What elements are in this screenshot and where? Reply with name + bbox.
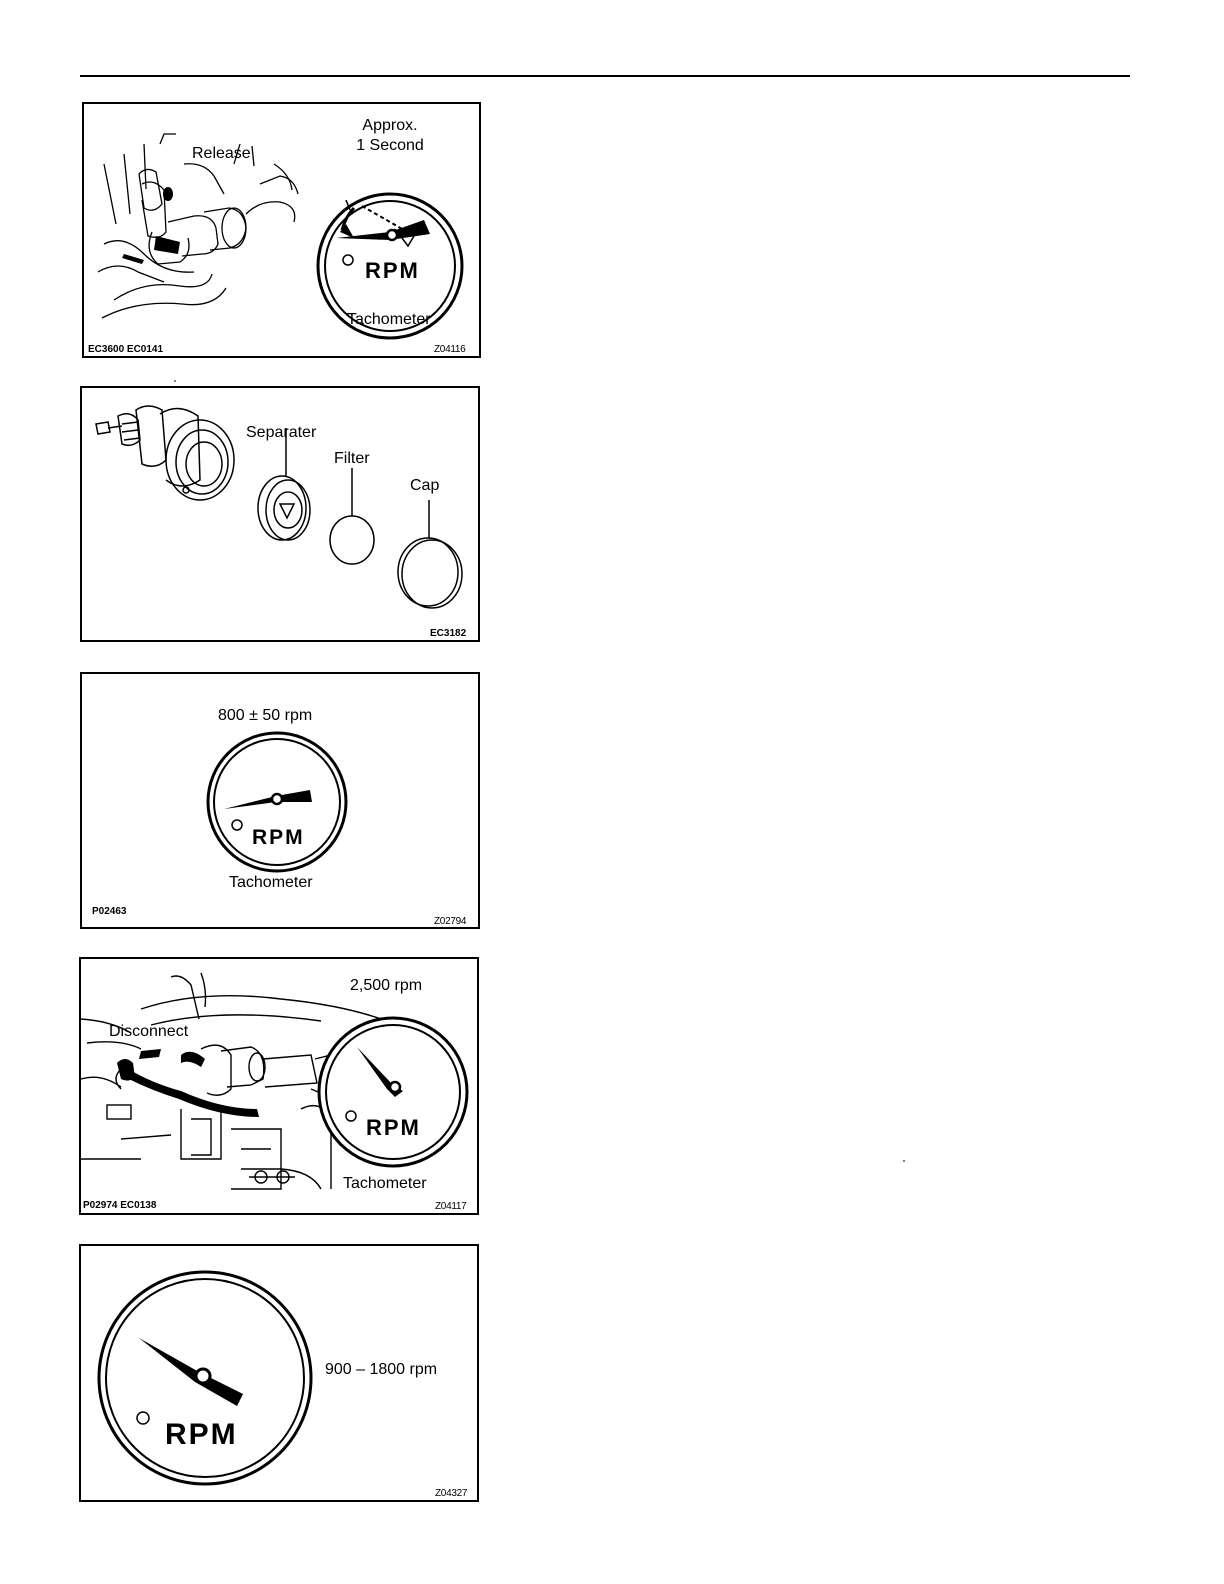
approx-label: Approx.: [362, 117, 418, 134]
release-label: Release: [192, 145, 251, 162]
figure-code-right: Z04117: [435, 1201, 467, 1212]
figure-1: [82, 102, 481, 358]
rpm-gauge-text: RPM: [165, 1418, 238, 1451]
figure-code-right: Z02794: [434, 916, 467, 927]
separater-label: Separater: [246, 424, 317, 441]
filter-label: Filter: [334, 450, 370, 467]
figure-4: [79, 957, 479, 1215]
scan-speck: [903, 1160, 905, 1162]
figure-5: [79, 1244, 479, 1502]
engine-speed-range-spec: 900 – 1800 rpm: [325, 1361, 438, 1378]
figure-3: [80, 672, 480, 929]
disconnect-label: Disconnect: [109, 1023, 189, 1040]
figure-code-right: EC3182: [430, 628, 467, 639]
one-second-label: 1 Second: [356, 137, 424, 154]
header-rule: [80, 75, 1130, 77]
figure-2: [80, 386, 480, 642]
tachometer-label: Tachometer: [229, 874, 313, 891]
rpm-gauge-text: RPM: [366, 1115, 421, 1140]
figure-code-right: Z04327: [435, 1488, 468, 1499]
engine-speed-spec: 2,500 rpm: [350, 977, 423, 994]
figure-code-right: Z04116: [434, 344, 466, 355]
figure-code-left: P02974 EC0138: [83, 1200, 157, 1211]
scan-speck: [174, 380, 176, 382]
rpm-gauge-text: RPM: [365, 258, 420, 283]
rpm-gauge-text: RPM: [252, 826, 305, 849]
figure-code-left: P02463: [92, 906, 127, 917]
tachometer-label: Tachometer: [343, 1175, 427, 1192]
cap-label: Cap: [410, 477, 440, 494]
figure-code-left: EC3600 EC0141: [88, 344, 164, 355]
tachometer-label: Tachometer: [347, 311, 431, 328]
idle-speed-spec: 800 ± 50 rpm: [218, 707, 313, 724]
